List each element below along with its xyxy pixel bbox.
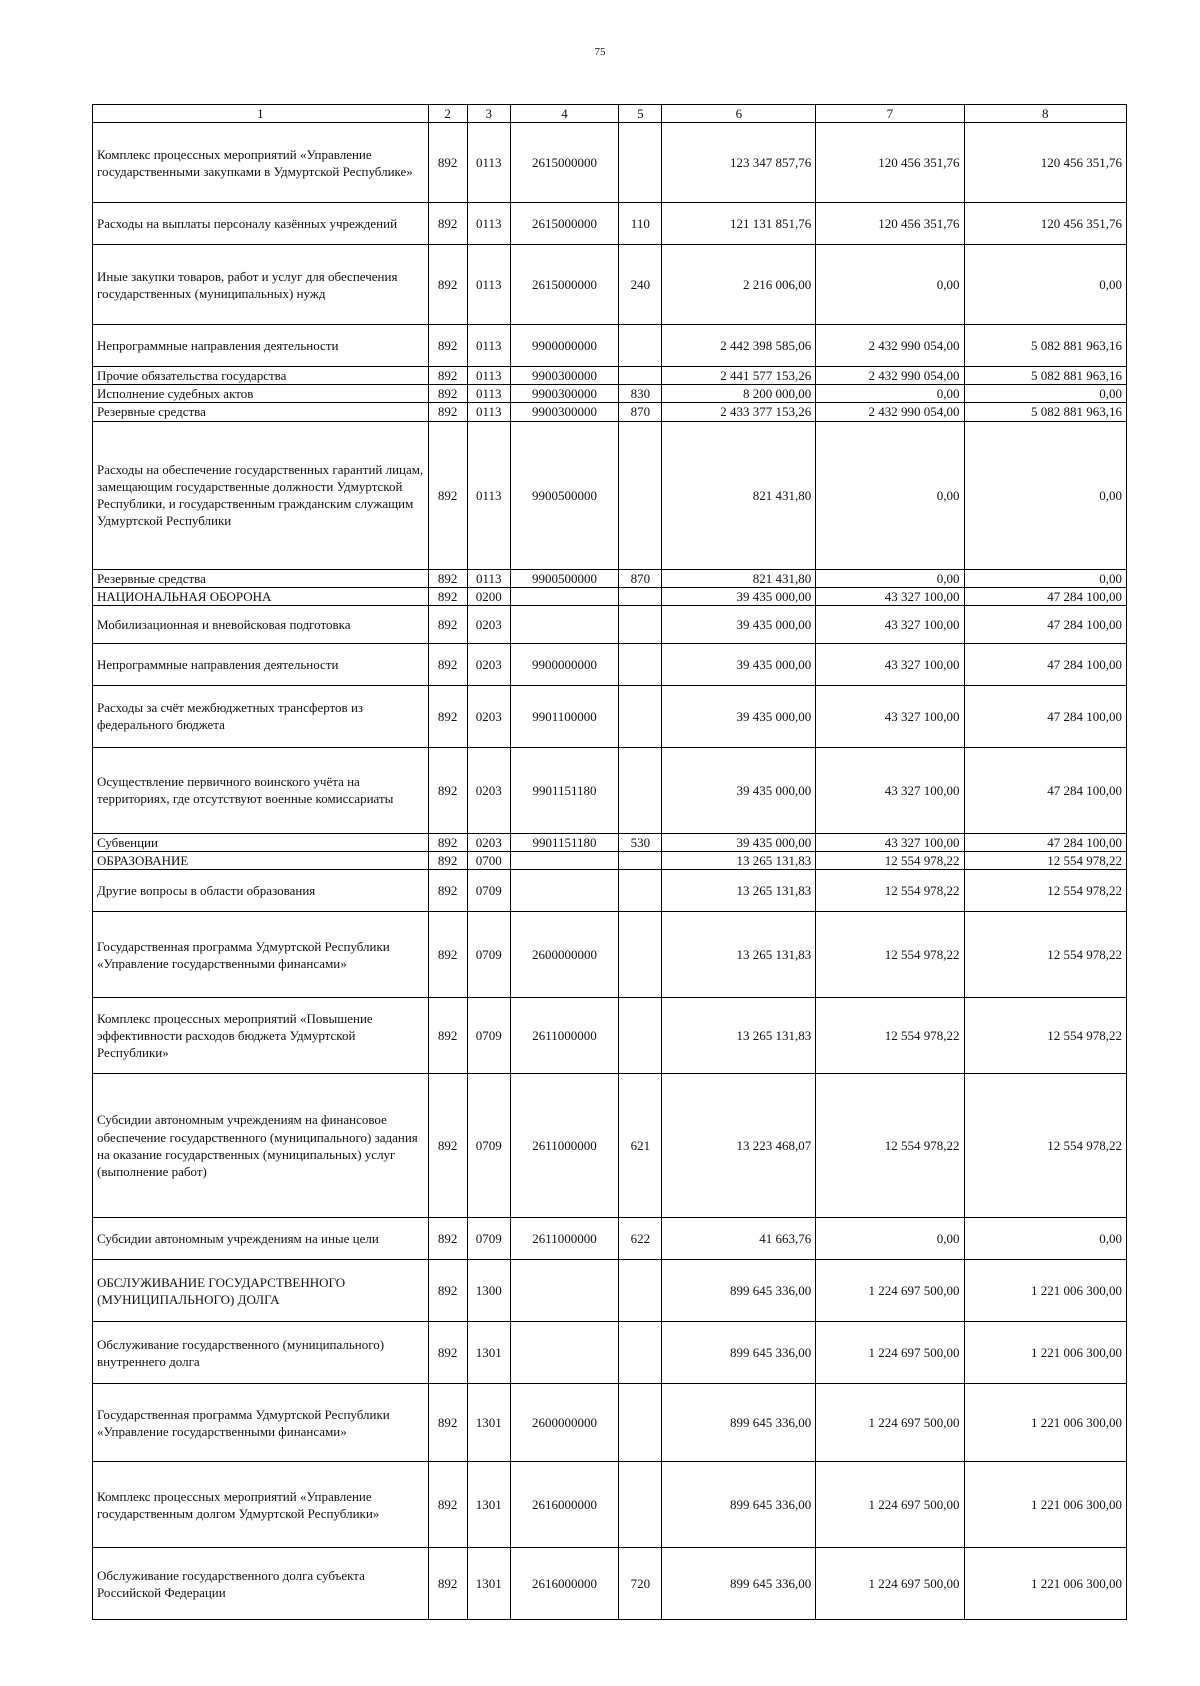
cell-col2: 892 (428, 385, 467, 403)
row-name: ОБСЛУЖИВАНИЕ ГОСУДАРСТВЕННОГО (МУНИЦИПАЛЬНОГО) ДОЛГА (93, 1260, 429, 1322)
table-row (93, 1384, 1127, 1462)
column-header: 3 (467, 105, 510, 123)
cell-col5 (619, 912, 662, 998)
cell-col7: 43 327 100,00 (816, 747, 964, 833)
row-name: Субсидии автономным учреждениям на иные цели (93, 1218, 429, 1260)
cell-col6: 8 200 000,00 (662, 385, 816, 403)
cell-col2: 892 (428, 123, 467, 203)
cell-col4: 2611000000 (510, 1074, 618, 1218)
cell-col4: 9900000000 (510, 325, 618, 367)
row-name: Другие вопросы в области образования (93, 870, 429, 912)
cell-col6: 39 435 000,00 (662, 833, 816, 851)
cell-col8: 0,00 (964, 245, 1126, 325)
cell-col3: 0113 (467, 403, 510, 421)
cell-col5 (619, 1322, 662, 1384)
cell-col2: 892 (428, 1322, 467, 1384)
cell-col7: 0,00 (816, 245, 964, 325)
table-row (93, 403, 1127, 421)
cell-col4 (510, 1260, 618, 1322)
row-name: Субсидии автономным учреждениям на финансовое обеспечение государственного (муниципального) задания на оказание государственных (муниципальных) услуг (выполнение работ) (93, 1074, 429, 1218)
column-header: 5 (619, 105, 662, 123)
cell-col7: 1 224 697 500,00 (816, 1384, 964, 1462)
cell-col4: 9900000000 (510, 643, 618, 685)
cell-col5: 240 (619, 245, 662, 325)
cell-col3: 0113 (467, 123, 510, 203)
cell-col7: 12 554 978,22 (816, 998, 964, 1074)
cell-col3: 0203 (467, 685, 510, 747)
cell-col7: 1 224 697 500,00 (816, 1322, 964, 1384)
cell-col5 (619, 421, 662, 569)
cell-col5: 110 (619, 203, 662, 245)
cell-col3: 1300 (467, 1260, 510, 1322)
cell-col8: 47 284 100,00 (964, 643, 1126, 685)
cell-col7: 0,00 (816, 569, 964, 587)
cell-col7: 43 327 100,00 (816, 685, 964, 747)
cell-col6: 121 131 851,76 (662, 203, 816, 245)
cell-col7: 12 554 978,22 (816, 852, 964, 870)
cell-col2: 892 (428, 747, 467, 833)
cell-col8: 12 554 978,22 (964, 870, 1126, 912)
cell-col2: 892 (428, 1548, 467, 1620)
cell-col3: 0113 (467, 203, 510, 245)
cell-col2: 892 (428, 1462, 467, 1548)
row-name: Осуществление первичного воинского учёта на территориях, где отсутствуют военные комиссариаты (93, 747, 429, 833)
cell-col5 (619, 1260, 662, 1322)
cell-col7: 2 432 990 054,00 (816, 403, 964, 421)
cell-col3: 1301 (467, 1548, 510, 1620)
cell-col6: 39 435 000,00 (662, 643, 816, 685)
cell-col8: 12 554 978,22 (964, 998, 1126, 1074)
cell-col6: 2 433 377 153,26 (662, 403, 816, 421)
cell-col7: 12 554 978,22 (816, 912, 964, 998)
cell-col8: 12 554 978,22 (964, 1074, 1126, 1218)
cell-col7: 120 456 351,76 (816, 203, 964, 245)
row-name: Обслуживание государственного (муниципального) внутреннего долга (93, 1322, 429, 1384)
row-name: Непрограммные направления деятельности (93, 325, 429, 367)
cell-col6: 13 223 468,07 (662, 1074, 816, 1218)
cell-col8: 12 554 978,22 (964, 852, 1126, 870)
row-name: Исполнение судебных актов (93, 385, 429, 403)
table-row (93, 1462, 1127, 1548)
table-row (93, 203, 1127, 245)
cell-col6: 13 265 131,83 (662, 852, 816, 870)
cell-col6: 899 645 336,00 (662, 1462, 816, 1548)
cell-col3: 1301 (467, 1384, 510, 1462)
row-name: Прочие обязательства государства (93, 367, 429, 385)
cell-col5 (619, 325, 662, 367)
cell-col4: 9900300000 (510, 367, 618, 385)
cell-col4: 9900300000 (510, 403, 618, 421)
cell-col8: 0,00 (964, 385, 1126, 403)
cell-col4: 2600000000 (510, 1384, 618, 1462)
cell-col3: 0700 (467, 852, 510, 870)
row-name: Расходы на выплаты персоналу казённых учреждений (93, 203, 429, 245)
cell-col6: 41 663,76 (662, 1218, 816, 1260)
cell-col2: 892 (428, 403, 467, 421)
cell-col7: 43 327 100,00 (816, 643, 964, 685)
column-header: 4 (510, 105, 618, 123)
row-name: Государственная программа Удмуртской Республики «Управление государственными финансами» (93, 912, 429, 998)
cell-col7: 43 327 100,00 (816, 605, 964, 643)
cell-col6: 899 645 336,00 (662, 1322, 816, 1384)
cell-col2: 892 (428, 1074, 467, 1218)
cell-col6: 13 265 131,83 (662, 912, 816, 998)
cell-col2: 892 (428, 852, 467, 870)
cell-col4: 9900500000 (510, 569, 618, 587)
cell-col2: 892 (428, 203, 467, 245)
cell-col4: 2616000000 (510, 1548, 618, 1620)
cell-col7: 43 327 100,00 (816, 587, 964, 605)
table-row (93, 643, 1127, 685)
column-header: 7 (816, 105, 964, 123)
cell-col3: 0113 (467, 421, 510, 569)
cell-col2: 892 (428, 421, 467, 569)
cell-col5 (619, 998, 662, 1074)
cell-col5 (619, 1462, 662, 1548)
row-name: Комплекс процессных мероприятий «Управление государственным долгом Удмуртской Республики» (93, 1462, 429, 1548)
row-name: Расходы на обеспечение государственных гарантий лицам, замещающим государственные должности Удмуртской Республики, и государственным гражданским служащим Удмуртской Республики (93, 421, 429, 569)
cell-col5 (619, 605, 662, 643)
table-row (93, 912, 1127, 998)
cell-col5 (619, 367, 662, 385)
cell-col7: 0,00 (816, 385, 964, 403)
table-row (93, 852, 1127, 870)
cell-col3: 0200 (467, 587, 510, 605)
cell-col8: 47 284 100,00 (964, 587, 1126, 605)
table-row (93, 747, 1127, 833)
cell-col7: 2 432 990 054,00 (816, 325, 964, 367)
cell-col8: 47 284 100,00 (964, 685, 1126, 747)
cell-col3: 0709 (467, 1218, 510, 1260)
cell-col4 (510, 870, 618, 912)
table-row (93, 1074, 1127, 1218)
cell-col3: 1301 (467, 1322, 510, 1384)
cell-col3: 0113 (467, 367, 510, 385)
cell-col6: 123 347 857,76 (662, 123, 816, 203)
cell-col8: 47 284 100,00 (964, 747, 1126, 833)
cell-col4 (510, 1322, 618, 1384)
column-header: 8 (964, 105, 1126, 123)
cell-col4: 2611000000 (510, 1218, 618, 1260)
cell-col6: 39 435 000,00 (662, 685, 816, 747)
table-row (93, 325, 1127, 367)
cell-col2: 892 (428, 833, 467, 851)
row-name: Резервные средства (93, 403, 429, 421)
cell-col8: 5 082 881 963,16 (964, 403, 1126, 421)
cell-col6: 821 431,80 (662, 569, 816, 587)
cell-col2: 892 (428, 1218, 467, 1260)
cell-col3: 0113 (467, 569, 510, 587)
table-row (93, 1322, 1127, 1384)
cell-col3: 0709 (467, 1074, 510, 1218)
table-row (93, 998, 1127, 1074)
cell-col8: 0,00 (964, 421, 1126, 569)
cell-col8: 1 221 006 300,00 (964, 1548, 1126, 1620)
cell-col4 (510, 852, 618, 870)
column-header: 1 (93, 105, 429, 123)
cell-col2: 892 (428, 643, 467, 685)
page-number: 75 (594, 46, 606, 58)
cell-col3: 0113 (467, 385, 510, 403)
cell-col8: 47 284 100,00 (964, 605, 1126, 643)
cell-col2: 892 (428, 367, 467, 385)
cell-col7: 1 224 697 500,00 (816, 1548, 964, 1620)
cell-col6: 13 265 131,83 (662, 870, 816, 912)
cell-col6: 899 645 336,00 (662, 1384, 816, 1462)
cell-col4: 2616000000 (510, 1462, 618, 1548)
cell-col8: 0,00 (964, 569, 1126, 587)
cell-col5: 622 (619, 1218, 662, 1260)
row-name: Субвенции (93, 833, 429, 851)
row-name: Резервные средства (93, 569, 429, 587)
cell-col3: 0113 (467, 325, 510, 367)
cell-col4: 9901151180 (510, 747, 618, 833)
row-name: ОБРАЗОВАНИЕ (93, 852, 429, 870)
cell-col4 (510, 587, 618, 605)
cell-col2: 892 (428, 605, 467, 643)
cell-col2: 892 (428, 912, 467, 998)
cell-col4: 9900500000 (510, 421, 618, 569)
table-row (93, 123, 1127, 203)
cell-col6: 2 442 398 585,06 (662, 325, 816, 367)
cell-col7: 2 432 990 054,00 (816, 367, 964, 385)
cell-col6: 39 435 000,00 (662, 605, 816, 643)
row-name: Расходы за счёт межбюджетных трансфертов из федерального бюджета (93, 685, 429, 747)
cell-col6: 2 216 006,00 (662, 245, 816, 325)
cell-col5: 720 (619, 1548, 662, 1620)
cell-col8: 1 221 006 300,00 (964, 1384, 1126, 1462)
table-row (93, 385, 1127, 403)
cell-col4: 2600000000 (510, 912, 618, 998)
cell-col7: 43 327 100,00 (816, 833, 964, 851)
cell-col6: 899 645 336,00 (662, 1548, 816, 1620)
cell-col2: 892 (428, 587, 467, 605)
cell-col5 (619, 123, 662, 203)
cell-col2: 892 (428, 1260, 467, 1322)
cell-col8: 5 082 881 963,16 (964, 325, 1126, 367)
cell-col6: 39 435 000,00 (662, 747, 816, 833)
table-row (93, 569, 1127, 587)
table-row (93, 1260, 1127, 1322)
cell-col6: 2 441 577 153,26 (662, 367, 816, 385)
cell-col5 (619, 747, 662, 833)
row-name: Иные закупки товаров, работ и услуг для обеспечения государственных (муниципальных) нужд (93, 245, 429, 325)
cell-col6: 821 431,80 (662, 421, 816, 569)
cell-col4 (510, 605, 618, 643)
row-name: Обслуживание государственного долга субъекта Российской Федерации (93, 1548, 429, 1620)
row-name: Комплекс процессных мероприятий «Управление государственными закупками в Удмуртской Республике» (93, 123, 429, 203)
cell-col3: 0203 (467, 643, 510, 685)
cell-col7: 120 456 351,76 (816, 123, 964, 203)
cell-col8: 0,00 (964, 1218, 1126, 1260)
cell-col4: 9900300000 (510, 385, 618, 403)
cell-col3: 0709 (467, 998, 510, 1074)
cell-col4: 2611000000 (510, 998, 618, 1074)
cell-col5 (619, 870, 662, 912)
cell-col7: 0,00 (816, 421, 964, 569)
column-header: 6 (662, 105, 816, 123)
cell-col3: 0203 (467, 605, 510, 643)
cell-col3: 0709 (467, 912, 510, 998)
cell-col5 (619, 852, 662, 870)
table-row (93, 1218, 1127, 1260)
cell-col2: 892 (428, 245, 467, 325)
row-name: НАЦИОНАЛЬНАЯ ОБОРОНА (93, 587, 429, 605)
cell-col3: 1301 (467, 1462, 510, 1548)
table-row (93, 870, 1127, 912)
cell-col4: 9901151180 (510, 833, 618, 851)
cell-col4: 9901100000 (510, 685, 618, 747)
cell-col5: 830 (619, 385, 662, 403)
cell-col8: 120 456 351,76 (964, 123, 1126, 203)
row-name: Комплекс процессных мероприятий «Повышение эффективности расходов бюджета Удмуртской Республики» (93, 998, 429, 1074)
cell-col5 (619, 685, 662, 747)
table-header-row (93, 105, 1127, 123)
cell-col2: 892 (428, 870, 467, 912)
cell-col5 (619, 643, 662, 685)
table-row (93, 833, 1127, 851)
table-row (93, 421, 1127, 569)
cell-col6: 39 435 000,00 (662, 587, 816, 605)
cell-col3: 0203 (467, 747, 510, 833)
row-name: Непрограммные направления деятельности (93, 643, 429, 685)
cell-col3: 0709 (467, 870, 510, 912)
cell-col5 (619, 587, 662, 605)
cell-col7: 1 224 697 500,00 (816, 1260, 964, 1322)
cell-col5: 870 (619, 403, 662, 421)
budget-table (92, 104, 1127, 1620)
cell-col3: 0203 (467, 833, 510, 851)
table-row (93, 245, 1127, 325)
cell-col8: 120 456 351,76 (964, 203, 1126, 245)
cell-col2: 892 (428, 325, 467, 367)
table-row (93, 685, 1127, 747)
cell-col4: 2615000000 (510, 203, 618, 245)
cell-col8: 1 221 006 300,00 (964, 1322, 1126, 1384)
cell-col7: 12 554 978,22 (816, 1074, 964, 1218)
cell-col6: 899 645 336,00 (662, 1260, 816, 1322)
cell-col5: 530 (619, 833, 662, 851)
cell-col2: 892 (428, 685, 467, 747)
cell-col7: 0,00 (816, 1218, 964, 1260)
cell-col5: 621 (619, 1074, 662, 1218)
cell-col8: 5 082 881 963,16 (964, 367, 1126, 385)
cell-col8: 47 284 100,00 (964, 833, 1126, 851)
cell-col4: 2615000000 (510, 123, 618, 203)
cell-col2: 892 (428, 1384, 467, 1462)
cell-col2: 892 (428, 998, 467, 1074)
cell-col4: 2615000000 (510, 245, 618, 325)
cell-col3: 0113 (467, 245, 510, 325)
cell-col2: 892 (428, 569, 467, 587)
cell-col8: 1 221 006 300,00 (964, 1260, 1126, 1322)
cell-col5 (619, 1384, 662, 1462)
table-row (93, 1548, 1127, 1620)
table-row (93, 605, 1127, 643)
column-header: 2 (428, 105, 467, 123)
table-row (93, 587, 1127, 605)
cell-col6: 13 265 131,83 (662, 998, 816, 1074)
cell-col8: 1 221 006 300,00 (964, 1462, 1126, 1548)
cell-col7: 1 224 697 500,00 (816, 1462, 964, 1548)
row-name: Мобилизационная и вневойсковая подготовка (93, 605, 429, 643)
table-row (93, 367, 1127, 385)
cell-col7: 12 554 978,22 (816, 870, 964, 912)
row-name: Государственная программа Удмуртской Республики «Управление государственными финансами» (93, 1384, 429, 1462)
cell-col8: 12 554 978,22 (964, 912, 1126, 998)
cell-col5: 870 (619, 569, 662, 587)
